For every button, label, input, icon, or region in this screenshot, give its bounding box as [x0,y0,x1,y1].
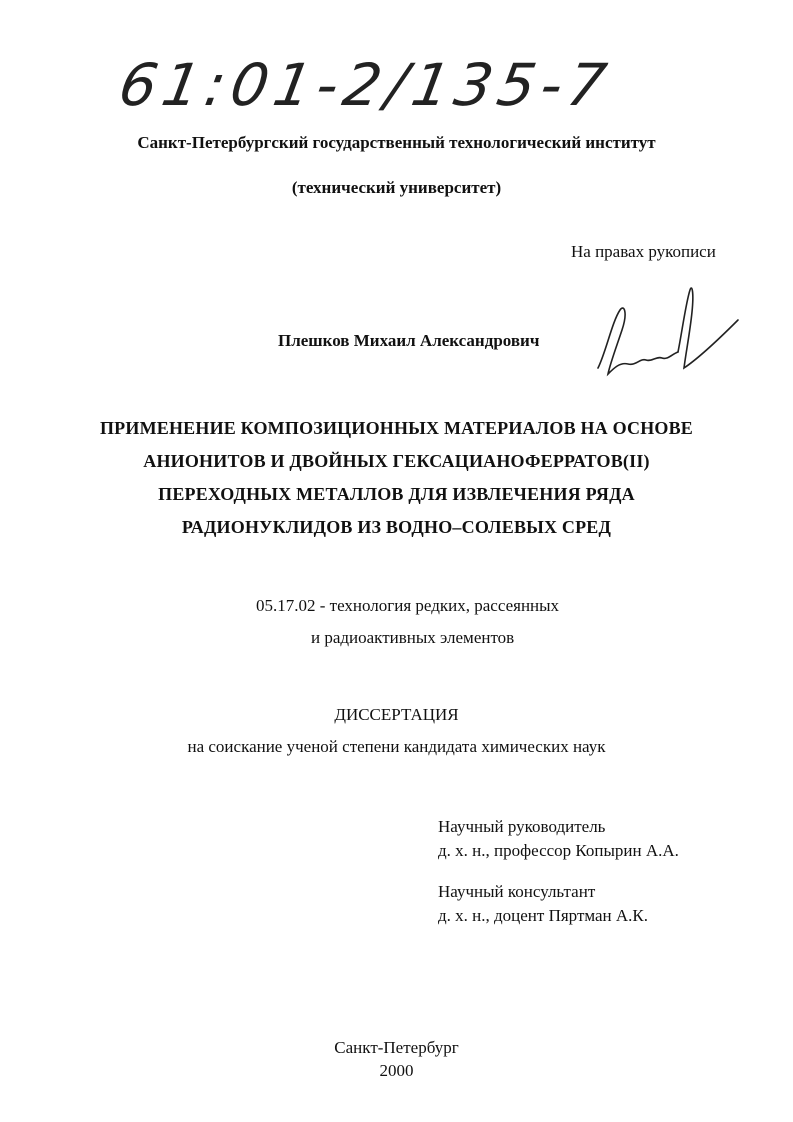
dissertation-subtitle: на соискание ученой степени кандидата химических наук [187,737,606,756]
footer-city: Санкт-Петербург [334,1038,459,1057]
title-line-4: РАДИОНУКЛИДОВ ИЗ ВОДНО–СОЛЕВЫХ СРЕД [181,517,612,537]
title-line-3: ПЕРЕХОДНЫХ МЕТАЛЛОВ ДЛЯ ИЗВЛЕЧЕНИЯ РЯДА [158,484,635,504]
institute-name: Санкт-Петербургский государственный технологический институт [137,133,656,152]
specialty-line-2: и радиоактивных элементов [311,628,515,647]
university-type: (технический университет) [291,178,502,197]
manuscript-rights: На правах рукописи [571,242,716,261]
author-signature [586,282,746,392]
consultant-label: Научный консультант [438,882,596,901]
title-line-2: АНИОНИТОВ И ДВОЙНЫХ ГЕКСАЦИАНОФЕРРАТОВ(II) [143,451,650,471]
author-name: Плешков Михаил Александрович [278,331,540,350]
specialty-line-1: 05.17.02 - технология редких, рассеянных [256,596,560,615]
footer-year: 2000 [379,1061,414,1080]
archive-code-handwritten: 61:01-2/135-7 [114,51,618,119]
consultant-name: д. х. н., доцент Пяртман А.К. [438,906,649,925]
title-line-1: ПРИМЕНЕНИЕ КОМПОЗИЦИОННЫХ МАТЕРИАЛОВ НА ОСНОВЕ [99,418,694,438]
supervisor-name: д. х. н., профессор Копырин А.А. [438,841,679,860]
supervisor-label: Научный руководитель [438,817,606,836]
dissertation-heading: ДИССЕРТАЦИЯ [334,705,459,724]
